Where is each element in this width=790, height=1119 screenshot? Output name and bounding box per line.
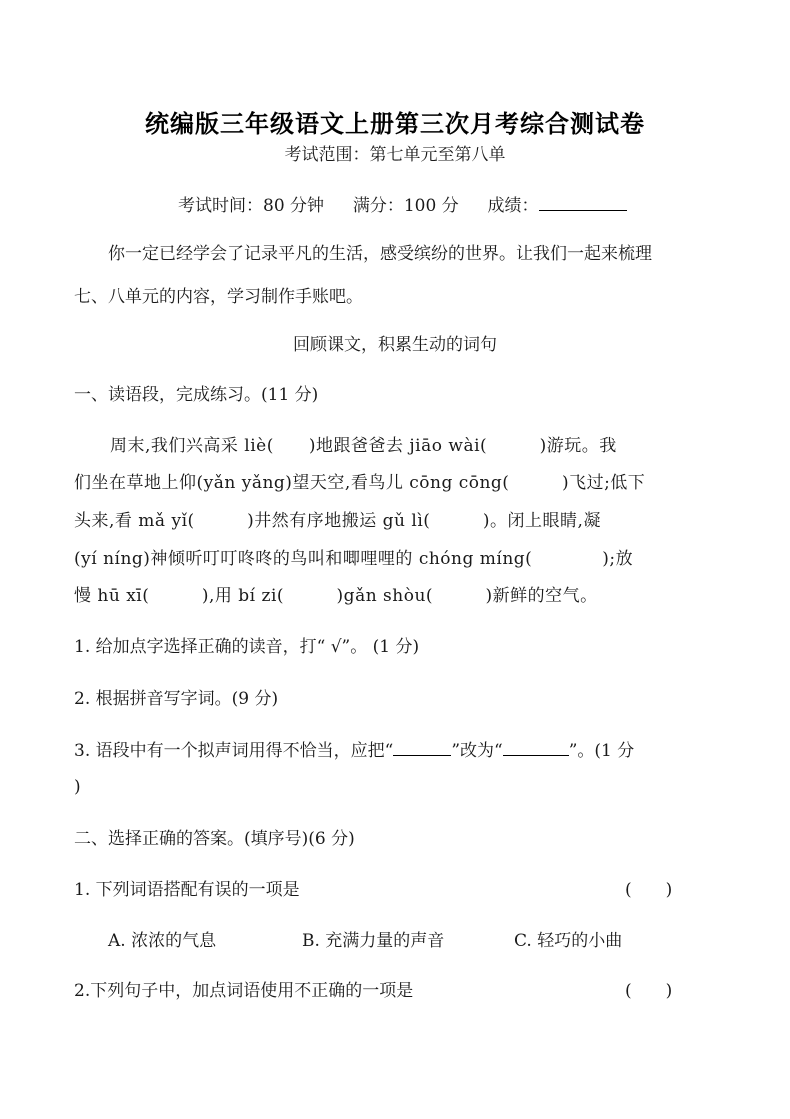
q1-sub-1: 1. 给加点字选择正确的读音，打“ √”。 (1 分) [74, 637, 420, 657]
passage-line-3: 头来,看 mǎ yǐ( )井然有序地搬运 gǔ lì( )。闭上眼睛,凝 [74, 511, 601, 531]
q2-item-1-answer-bracket[interactable]: ( ) [625, 880, 673, 900]
q1-sub-3-prefix: 3. 语段中有一个拟声词用得不恰当，应把“ [74, 741, 394, 761]
exam-title: 统编版三年级语文上册第三次月考综合测试卷 [145, 110, 645, 138]
passage-line-1: 周末,我们兴高采 liè( )地跟爸爸去 jiāo wài( )游玩。我 [110, 436, 617, 456]
exam-full-score: 满分：100 分 [352, 196, 459, 216]
q1-sub-3 [74, 739, 634, 762]
exam-info-row [178, 194, 627, 217]
q1-sub-3-suffix: ”。(1 分 [568, 741, 635, 761]
q1-sub-3-mid: ”改为“ [451, 741, 503, 761]
exam-grade-label: 成绩： [487, 196, 539, 216]
q2-item-1-option-a: A. 浓浓的气息 [108, 931, 217, 951]
passage-line-4: (yí níng)神倾听叮叮咚咚的鸟叫和唧哩哩的 chóng míng( );放 [74, 549, 634, 569]
passage-line-5: 慢 hū xī( ),用 bí zi( )gǎn shòu( )新鲜的空气。 [74, 586, 598, 606]
q2-item-2: 2.下列句子中，加点词语使用不正确的一项是 [74, 981, 414, 1001]
q1-heading: 一、读语段，完成练习。(11 分) [74, 385, 319, 405]
exam-time: 考试时间：80 分钟 [178, 196, 325, 216]
exam-scope: 考试范围：第七单元至第八单 [284, 145, 506, 165]
grade-blank[interactable] [539, 194, 627, 211]
q2-item-2-answer-bracket[interactable]: ( ) [625, 981, 673, 1001]
q2-item-1: 1. 下列词语搭配有误的一项是 [74, 880, 300, 900]
q2-heading: 二、选择正确的答案。(填序号)(6 分) [74, 829, 355, 849]
q2-item-1-option-c: C. 轻巧的小曲 [514, 931, 623, 951]
intro-line-2: 七、八单元的内容，学习制作手账吧。 [74, 287, 363, 307]
answer-blank-replacement[interactable] [503, 739, 569, 756]
answer-blank-original[interactable] [393, 739, 451, 756]
section-heading: 回顾课文，积累生动的词句 [293, 335, 497, 355]
q2-item-1-option-b: B. 充满力量的声音 [302, 931, 445, 951]
q1-sub-3-tail: ) [74, 777, 81, 797]
q1-sub-2: 2. 根据拼音写字词。(9 分) [74, 689, 279, 709]
passage-line-2: 们坐在草地上仰(yǎn yǎng)望天空,看鸟儿 cōng cōng( )飞过;低下 [74, 473, 646, 493]
intro-line-1: 你一定已经学会了记录平凡的生活，感受缤纷的世界。让我们一起来梳理 [108, 244, 652, 264]
